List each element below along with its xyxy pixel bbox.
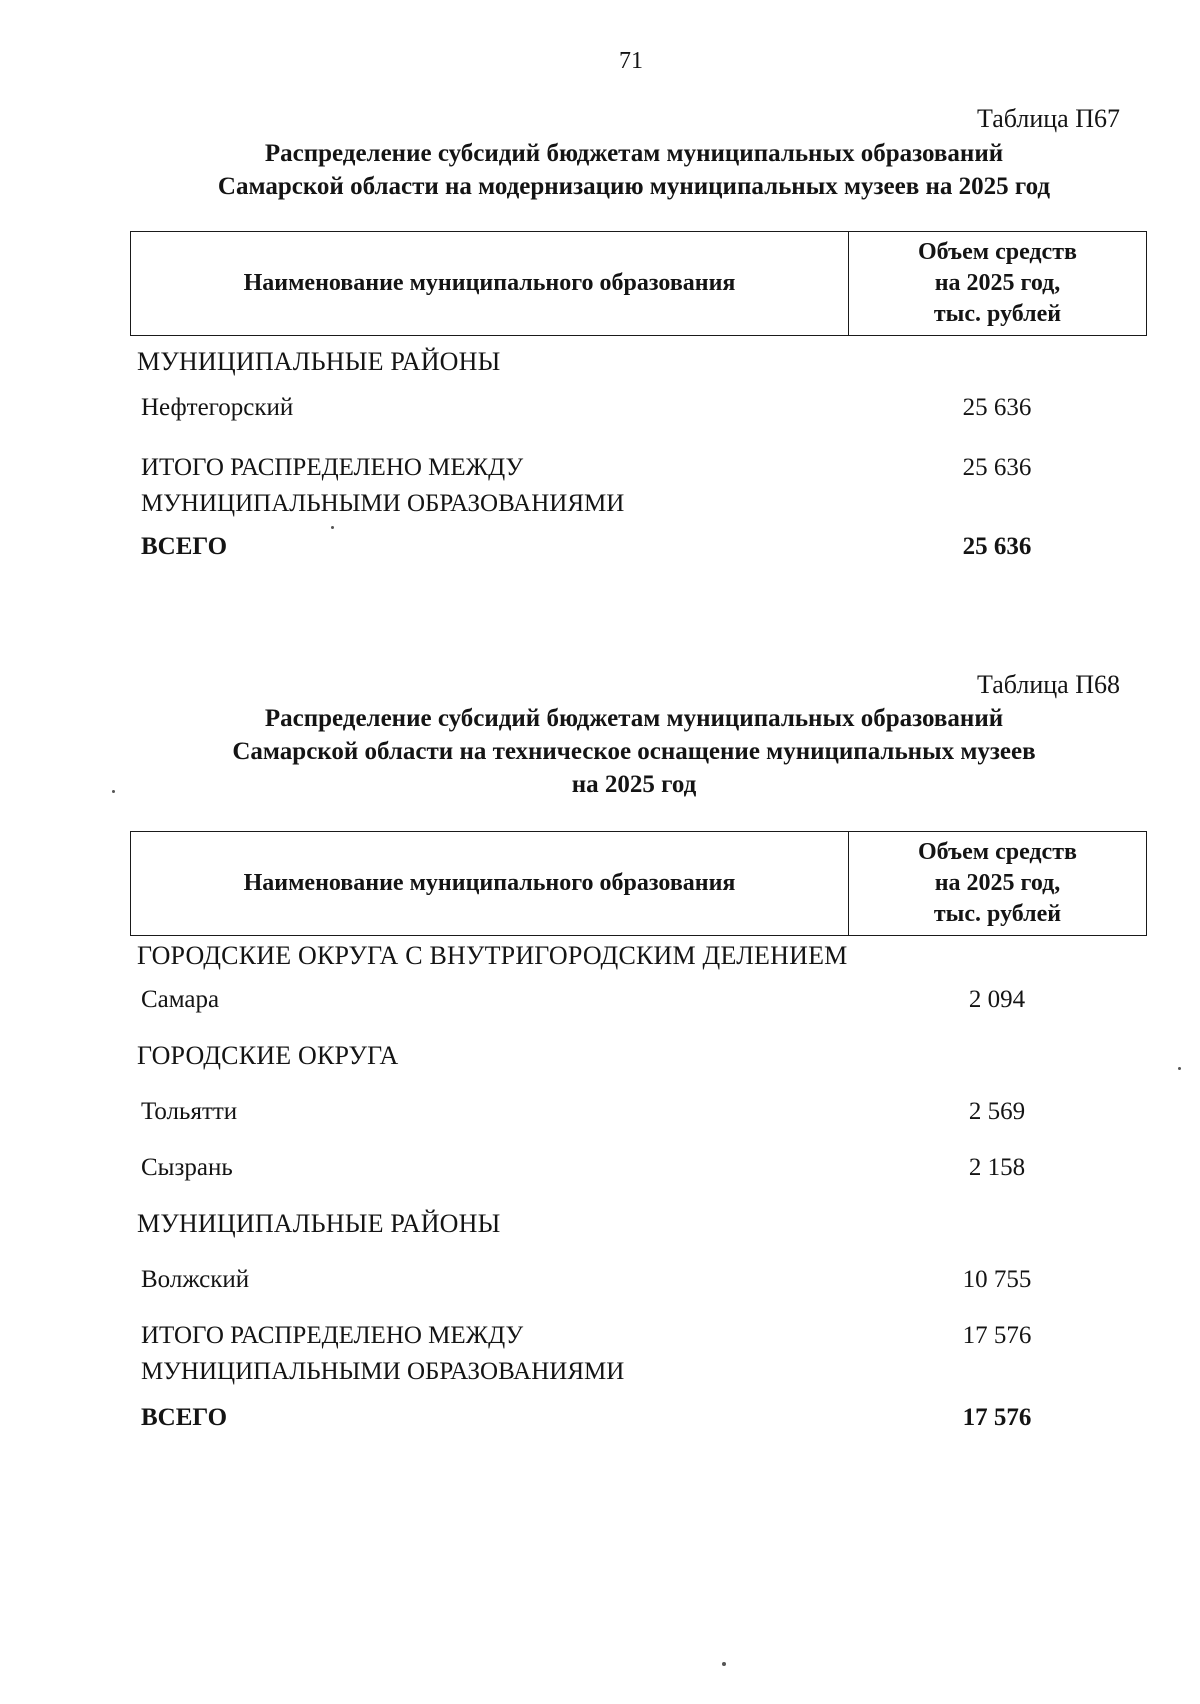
section-heading: ГОРОДСКИЕ ОКРУГА	[137, 1041, 399, 1070]
table-title-line: на 2025 год	[571, 771, 697, 798]
table-row-name: Самара	[141, 986, 220, 1013]
header-volume-line: тыс. рублей	[933, 301, 1062, 327]
header-volume-line: Объем средств	[918, 239, 1077, 265]
total-distributed-line: ИТОГО РАСПРЕДЕЛЕНО МЕЖДУ	[141, 454, 524, 481]
page-number: 71	[619, 48, 643, 74]
total-distributed-label	[141, 450, 624, 522]
section-heading: ГОРОДСКИЕ ОКРУГА С ВНУТРИГОРОДСКИМ ДЕЛЕНИЕМ	[137, 941, 848, 970]
table-row-name: Волжский	[141, 1266, 250, 1293]
table-row-name: Тольятти	[141, 1098, 238, 1125]
header-volume-line: тыс. рублей	[933, 901, 1062, 927]
table-title-line: Распределение субсидий бюджетам муниципальных образований	[264, 705, 1004, 732]
total-distributed-line: МУНИЦИПАЛЬНЫМИ ОБРАЗОВАНИЯМИ	[141, 490, 625, 517]
table-row-value: 10 755	[962, 1266, 1032, 1293]
scan-speck	[722, 1662, 726, 1666]
grand-total-value: 17 576	[962, 1404, 1032, 1431]
total-distributed-value: 17 576	[962, 1322, 1032, 1349]
grand-total-label: ВСЕГО	[141, 533, 228, 560]
header-volume-column	[849, 832, 1146, 935]
header-name-column: Наименование муниципального образования	[131, 232, 849, 335]
scan-speck	[1178, 1067, 1181, 1070]
scan-speck	[112, 790, 115, 793]
section-heading: МУНИЦИПАЛЬНЫЕ РАЙОНЫ	[137, 1209, 501, 1238]
table-title-line: Самарской области на модернизацию муниципальных музеев на 2025 год	[217, 173, 1051, 200]
total-distributed-value: 25 636	[962, 454, 1032, 481]
header-name-column: Наименование муниципального образования	[131, 832, 849, 935]
header-volume-line: Объем средств	[918, 839, 1077, 865]
grand-total-value: 25 636	[962, 533, 1032, 560]
table-label-p68: Таблица П68	[977, 670, 1120, 699]
table-row-name: Сызрань	[141, 1154, 233, 1181]
table-title-line: Распределение субсидий бюджетам муниципальных образований	[264, 140, 1004, 167]
table-header-p68	[130, 831, 1147, 936]
table-row-value: 2 158	[968, 1154, 1026, 1181]
total-distributed-line: ИТОГО РАСПРЕДЕЛЕНО МЕЖДУ	[141, 1322, 524, 1349]
table-title-p68	[132, 702, 1136, 801]
table-row-value: 2 094	[968, 986, 1026, 1013]
scan-speck	[331, 526, 334, 529]
table-label-p67: Таблица П67	[977, 104, 1120, 133]
table-row-name: Нефтегорский	[141, 394, 294, 421]
header-volume-line: на 2025 год,	[934, 270, 1061, 296]
table-header-p67	[130, 231, 1147, 336]
header-volume-column	[849, 232, 1146, 335]
table-row-value: 2 569	[968, 1098, 1026, 1125]
grand-total-label: ВСЕГО	[141, 1404, 228, 1431]
table-row-value: 25 636	[962, 394, 1032, 421]
section-heading: МУНИЦИПАЛЬНЫЕ РАЙОНЫ	[137, 347, 501, 376]
table-title-p67	[132, 137, 1136, 203]
total-distributed-label	[141, 1318, 624, 1390]
header-volume-line: на 2025 год,	[934, 870, 1061, 896]
total-distributed-line: МУНИЦИПАЛЬНЫМИ ОБРАЗОВАНИЯМИ	[141, 1358, 625, 1385]
table-title-line: Самарской области на техническое оснащение муниципальных музеев	[232, 738, 1036, 765]
